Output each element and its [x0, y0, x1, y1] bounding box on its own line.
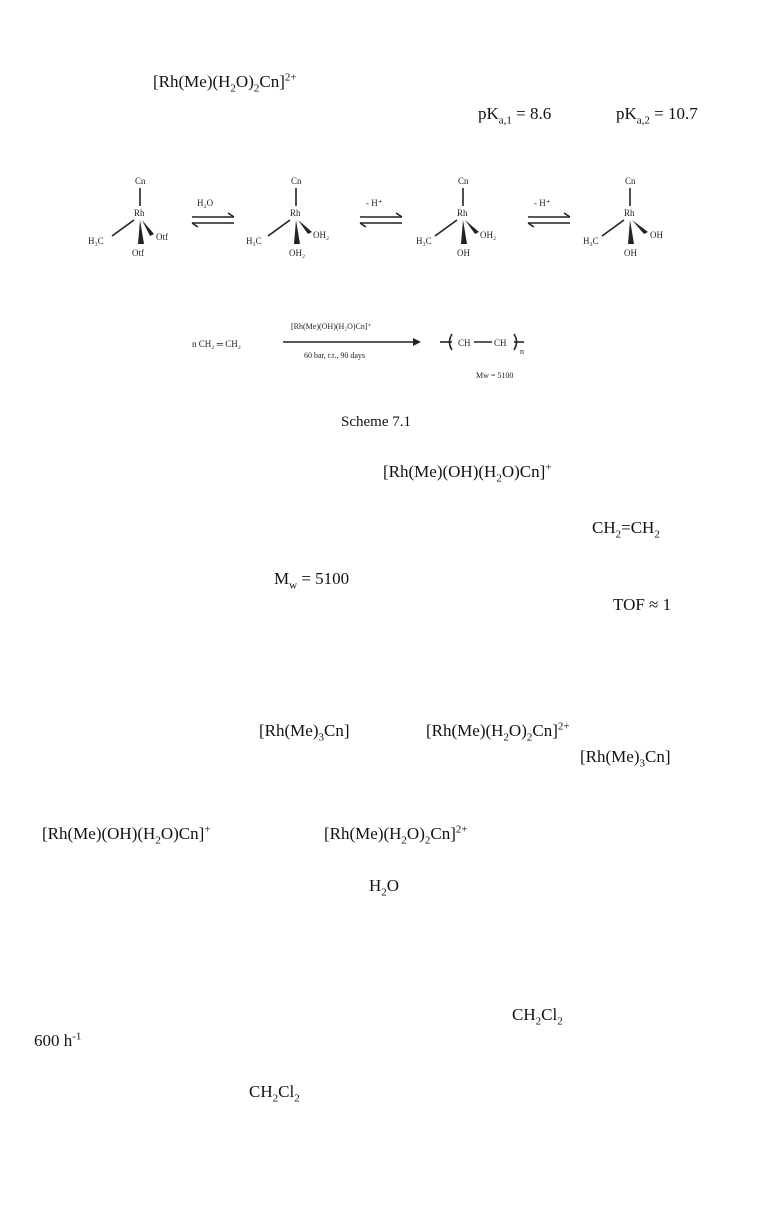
formula-water: $H_2O$: [369, 876, 400, 899]
complex-hydroxo-aqua: [416, 176, 496, 258]
pka2-value: $pK_{a,2} = 10.7$: [616, 104, 698, 127]
formula-rh-hydroxo-aqua-cation: $[Rh(Me)(OH)(H_2O)Cn]^+$: [383, 461, 552, 485]
scheme-caption: Scheme 7.1: [341, 414, 411, 430]
svg-text:Rh: Rh: [457, 208, 468, 218]
formula-ethylene: $CH_2=CH_2$: [592, 518, 660, 541]
svg-text:H₂O: H₂O: [197, 198, 214, 208]
svg-text:OH₂: OH₂: [480, 230, 497, 240]
svg-text:Rh: Rh: [290, 208, 301, 218]
svg-text:OH₂: OH₂: [289, 248, 306, 258]
pka1-value: $pK_{a,1} = 8.6$: [478, 104, 552, 127]
complex-dihydroxo: [583, 176, 663, 258]
formula-rh-trimethyl-2: $[Rh(Me)_3Cn]$: [580, 747, 671, 770]
formula-rh-aqua-dication: $[Rh(Me)(H_2O)_2Cn]^{2+}$: [153, 71, 297, 95]
svg-text:CH: CH: [458, 338, 471, 348]
svg-text:60 bar, r.t., 90 days: 60 bar, r.t., 90 days: [304, 351, 366, 360]
svg-text:- H⁺: - H⁺: [366, 198, 383, 208]
svg-text:Otf: Otf: [156, 232, 168, 242]
svg-text:Cn: Cn: [458, 176, 469, 186]
formula-rh-aqua-dication-3: $[Rh(Me)(H_2O)_2Cn]^{2+}$: [324, 823, 468, 847]
svg-text:OH: OH: [624, 248, 637, 258]
svg-text:OH: OH: [457, 248, 470, 258]
scheme-7-1-figure: [0, 160, 774, 580]
formula-rh-aqua-dication-2: $[Rh(Me)(H_2O)_2Cn]^{2+}$: [426, 720, 570, 744]
svg-text:OH₂: OH₂: [313, 230, 330, 240]
complex-diaqua: [246, 176, 329, 258]
formula-dichloromethane-2: $CH_2Cl_2$: [249, 1082, 300, 1105]
formula-rh-trimethyl-1: $[Rh(Me)_3Cn]$: [259, 721, 350, 744]
svg-text:Rh: Rh: [624, 208, 635, 218]
svg-text:n: n: [520, 347, 524, 356]
svg-text:H₃C: H₃C: [246, 236, 262, 246]
svg-text:CH: CH: [494, 338, 507, 348]
svg-text:H₃C: H₃C: [583, 236, 599, 246]
turnover-frequency: TOF ≈ 1: [613, 595, 672, 614]
svg-text:- H⁺: - H⁺: [534, 198, 551, 208]
svg-text:H₃C: H₃C: [416, 236, 432, 246]
svg-text:Cn: Cn: [625, 176, 636, 186]
svg-text:H₃C: H₃C: [88, 236, 104, 246]
molecular-weight: $M_w = 5100$: [274, 569, 350, 592]
rate-value: 600 $h^{-1}$: [34, 1030, 82, 1050]
svg-text:Otf: Otf: [132, 248, 144, 258]
svg-text:n CH₂ ═ CH₂: n CH₂ ═ CH₂: [192, 339, 241, 349]
complex-triflate: [88, 176, 168, 258]
svg-text:Cn: Cn: [135, 176, 146, 186]
svg-text:Rh: Rh: [134, 208, 145, 218]
formula-dichloromethane-1: $CH_2Cl_2$: [512, 1005, 563, 1028]
equilibrium-arrow-deprotonation-1: [360, 198, 402, 227]
formula-rh-hydroxo-aqua-cation-2: $[Rh(Me)(OH)(H_2O)Cn]^+$: [42, 823, 211, 847]
svg-text:Cn: Cn: [291, 176, 302, 186]
equilibrium-arrow-deprotonation-2: [528, 198, 570, 227]
equilibrium-arrow-water: [192, 198, 234, 227]
svg-text:Mw = 5100: Mw = 5100: [476, 371, 514, 380]
svg-text:[Rh(Me)(OH)(H₂O)Cn]⁺: [Rh(Me)(OH)(H₂O)Cn]⁺: [291, 322, 372, 331]
polymerization-reaction: [192, 322, 524, 380]
svg-text:OH: OH: [650, 230, 663, 240]
